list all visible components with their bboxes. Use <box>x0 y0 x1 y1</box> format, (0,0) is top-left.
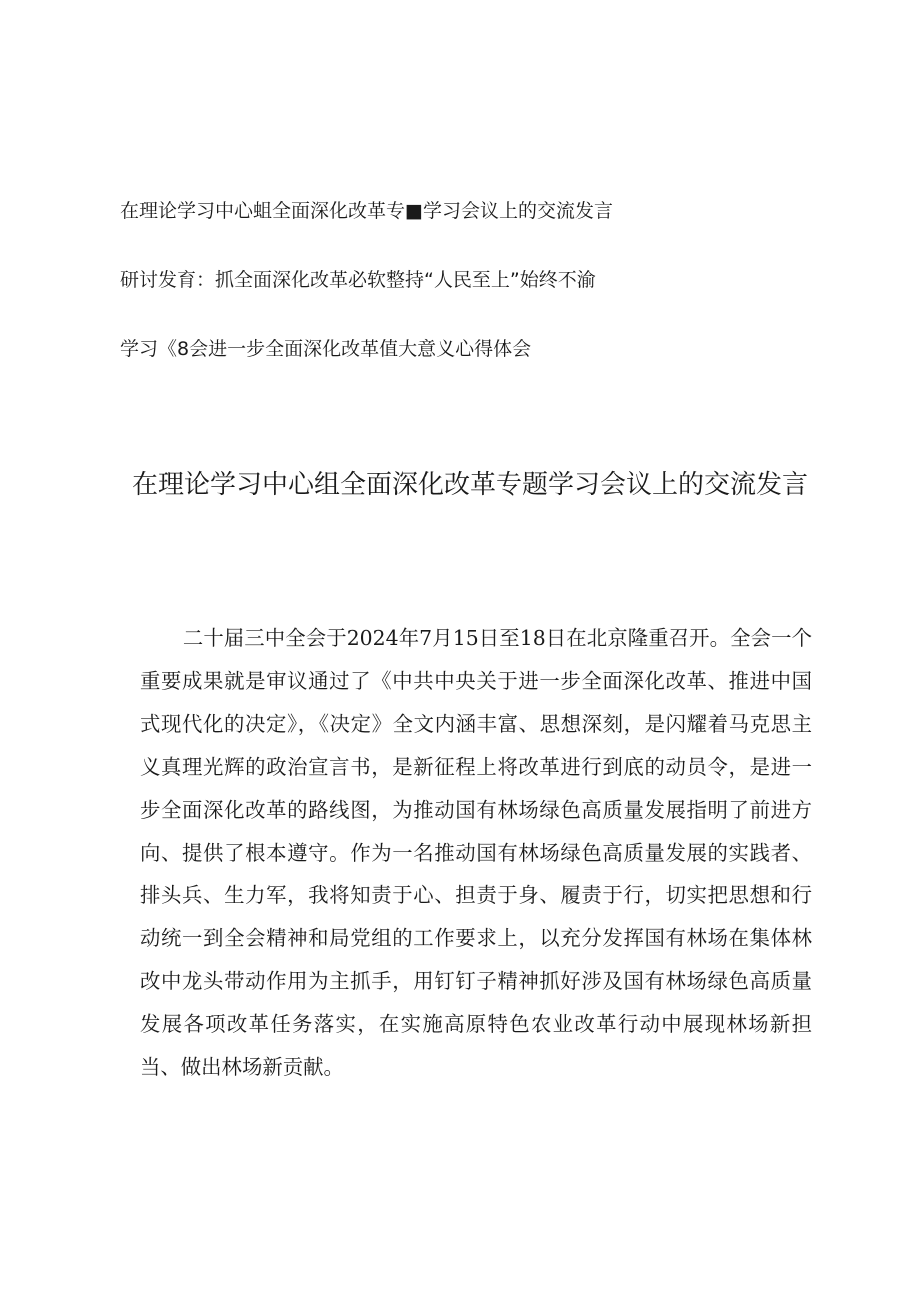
toc-item-2[interactable]: 研讨发育：抓全面深化改革必软整持“人民至上”始终不渝 <box>120 269 596 291</box>
toc-item-3[interactable]: 学习《8会进一步全面深化改革值大意义心得体会 <box>120 338 532 360</box>
toc-item-1[interactable]: 在理论学习中心蛆全面深化改革专■学习会议上的交流发言 <box>120 200 613 222</box>
body-paragraph: 二十届三中全会于2024年7月15日至18日在北京隆重召开。全会一个重要成果就是审议通过了《中共中央关于进一步全面深化改革、推进中国式现代化的决定》，《决定》全文内涵丰富、思想深刻，是闪耀着马克思主义真理光辉的政治宣言书，是新征程上将改革进行到底的动员令，是进一步全面深化改革的路线图，为推动国有林场绿色高质量发展指明了前进方向、提供了根本遵守。作为一名推动国有林场绿色高质量发展的实践者、排头兵、生力军，我将知责于心、担责于身、履责于行，切实把思想和行动统一到全会精神和局党组的工作要求上，以充分发挥国有林场在集体林改中龙头带动作用为主抓手，用钉钉子精神抓好涉及国有林场绿色高质量发展各项改革任务落实，在实施高原特色农业改革行动中展现林场新担当、做出林场新贡献。 <box>140 626 812 1080</box>
table-of-contents <box>120 197 820 363</box>
document-title: 在理论学习中心组全面深化改革专题学习会议上的交流发言 <box>131 470 808 500</box>
